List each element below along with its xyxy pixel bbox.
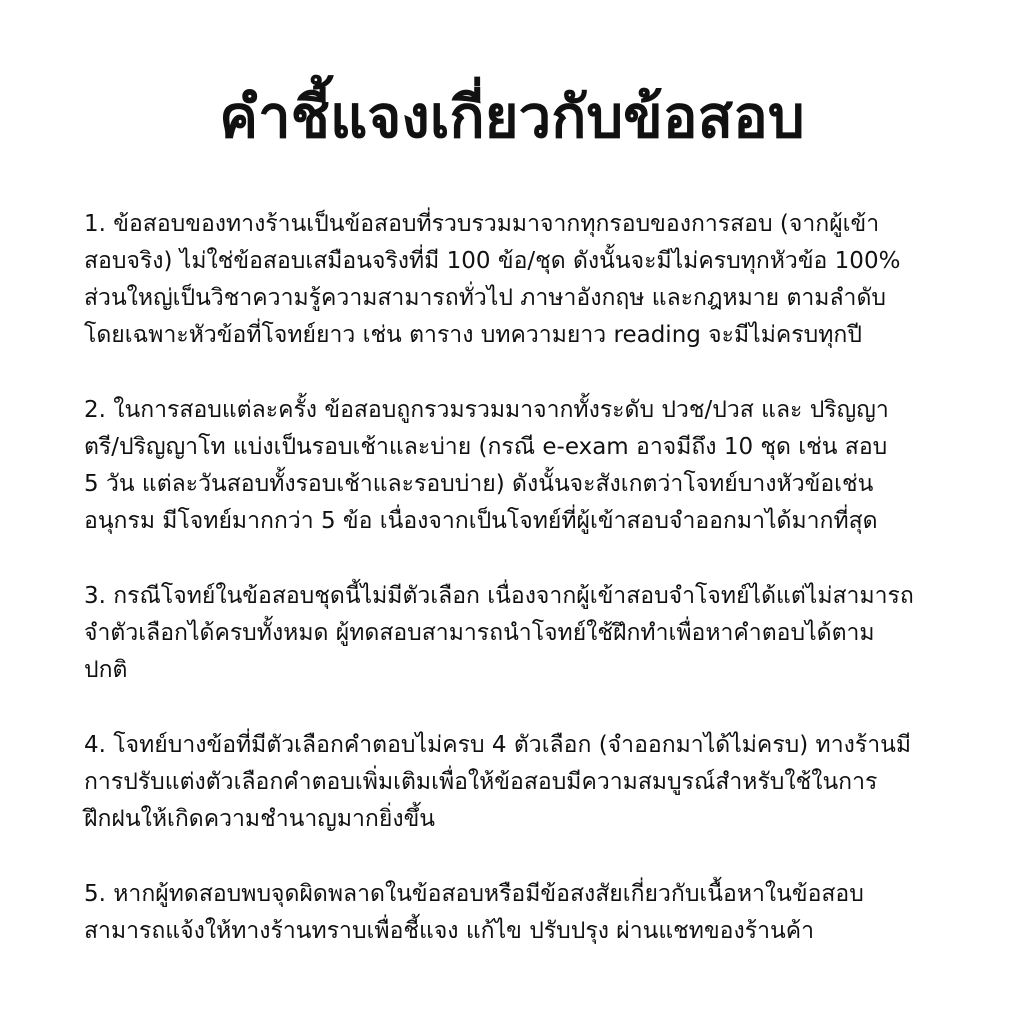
notice-item-4-line-1: 4. โจทย์บางข้อที่มีตัวเลือกคำตอบไม่ครบ 4 ตัวเลือก (จำออกมาได้ไม่ครบ) ทางร้านมี	[84, 732, 912, 758]
notice-item-1-line-4: โดยเฉพาะหัวข้อที่โจทย์ยาว เช่น ตาราง บทความยาว reading จะมีไม่ครบทุกปี	[84, 322, 862, 348]
notice-item-4-line-3: ฝึกฝนให้เกิดความชำนาญมากยิ่งขึ้น	[84, 806, 436, 832]
notice-item-4-line-2: การปรับแต่งตัวเลือกคำตอบเพิ่มเติมเพื่อให้ข้อสอบมีความสมบูรณ์สำหรับใช้ในการ	[84, 769, 878, 795]
notice-item-1	[84, 206, 964, 354]
notice-item-5	[84, 876, 964, 950]
notice-content	[84, 206, 964, 988]
notice-item-5-line-1: 5. หากผู้ทดสอบพบจุดผิดพลาดในข้อสอบหรือมีข้อสงสัยเกี่ยวกับเนื้อหาในข้อสอบ	[84, 881, 864, 907]
notice-item-3	[84, 578, 964, 689]
notice-item-1-line-3: ส่วนใหญ่เป็นวิชาความรู้ความสามารถทั่วไป ภาษาอังกฤษ และกฎหมาย ตามลำดับ	[84, 285, 887, 311]
notice-item-4	[84, 727, 964, 838]
notice-item-5-line-2: สามารถแจ้งให้ทางร้านทราบเพื่อชี้แจง แก้ไข ปรับปรุง ผ่านแชทของร้านค้า	[84, 918, 815, 944]
notice-item-2	[84, 392, 964, 540]
notice-item-1-line-1: 1. ข้อสอบของทางร้านเป็นข้อสอบที่รวบรวมมาจากทุกรอบของการสอบ (จากผู้เข้า	[84, 211, 880, 237]
notice-item-2-line-4: อนุกรม มีโจทย์มากกว่า 5 ข้อ เนื่องจากเป็นโจทย์ที่ผู้เข้าสอบจำออกมาได้มากที่สุด	[84, 508, 878, 534]
notice-item-2-line-3: 5 วัน แต่ละวันสอบทั้งรอบเช้าและรอบบ่าย) ดังนั้นจะสังเกตว่าโจทย์บางหัวข้อเช่น	[84, 471, 874, 497]
page-title: คำชี้แจงเกี่ยวกับข้อสอบ	[219, 83, 805, 151]
notice-item-3-line-2: จำตัวเลือกได้ครบทั้งหมด ผู้ทดสอบสามารถนำโจทย์ใช้ฝึกทำเพื่อหาคำตอบได้ตาม	[84, 620, 875, 646]
notice-item-3-line-3: ปกติ	[84, 657, 128, 683]
notice-item-1-line-2: สอบจริง) ไม่ใช่ข้อสอบเสมือนจริงที่มี 100 ข้อ/ชุด ดังนั้นจะมีไม่ครบทุกหัวข้อ 100%	[84, 248, 901, 274]
notice-item-3-line-1: 3. กรณีโจทย์ในข้อสอบชุดนี้ไม่มีตัวเลือก เนื่องจากผู้เข้าสอบจำโจทย์ได้แต่ไม่สามารถ	[84, 583, 914, 609]
notice-item-2-line-2: ตรี/ปริญญาโท แบ่งเป็นรอบเช้าและบ่าย (กรณี e-exam อาจมีถึง 10 ชุด เช่น สอบ	[84, 434, 888, 460]
notice-item-2-line-1: 2. ในการสอบแต่ละครั้ง ข้อสอบถูกรวมรวมมาจากทั้งระดับ ปวช/ปวส และ ปริญญา	[84, 397, 889, 423]
